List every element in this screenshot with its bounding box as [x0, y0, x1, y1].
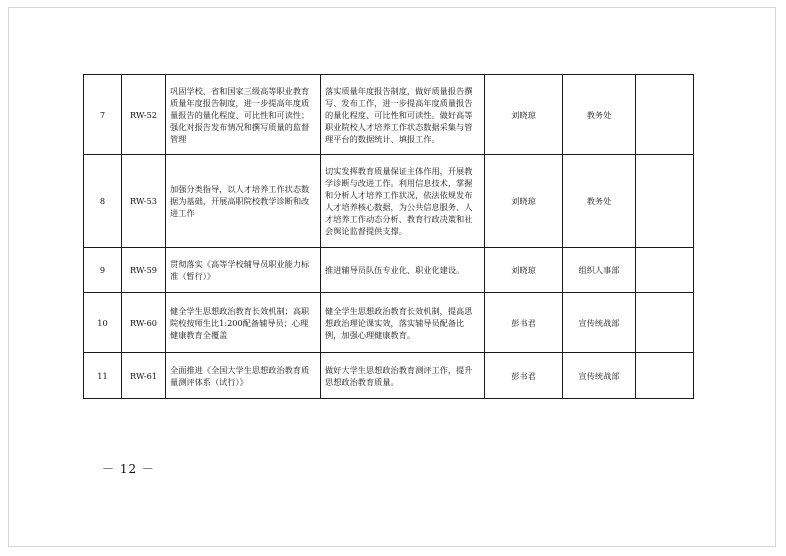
page-number: － 12 －	[102, 462, 155, 476]
responsible-department: 宣传统战部	[563, 353, 636, 399]
row-number: 10	[84, 293, 122, 353]
task-measure: 切实发挥教育质量保证主体作用，开展教学诊断与改进工作。利用信息技术，掌握和分析人才培养工作状况，依法依规发布人才培养核心数据，为公共信息服务、人才培养工作动态分析、教育行政决策和社会舆论监督提供支撑。	[321, 155, 485, 248]
table-row	[84, 155, 694, 248]
remarks-cell	[636, 155, 694, 248]
task-measure: 做好大学生思想政治教育测评工作，提升思想政治教育质量。	[321, 353, 485, 399]
task-description: 全面推进《全国大学生思想政治教育质量测评体系（试行）》	[166, 353, 321, 399]
task-measure: 健全学生思想政治教育长效机制，提高思想政治理论课实效，落实辅导员配备比例，加强心理健康教育。	[321, 293, 485, 353]
responsible-person: 彭书君	[485, 353, 563, 399]
responsible-department: 教务处	[563, 155, 636, 248]
responsible-department: 宣传统战部	[563, 293, 636, 353]
responsible-department: 教务处	[563, 75, 636, 155]
task-table	[83, 74, 694, 399]
responsible-person: 刘晓琼	[485, 248, 563, 293]
row-number: 11	[84, 353, 122, 399]
table-row	[84, 75, 694, 155]
task-code: RW-52	[122, 75, 166, 155]
task-code: RW-53	[122, 155, 166, 248]
task-code: RW-59	[122, 248, 166, 293]
task-description: 贯彻落实《高等学校辅导员职业能力标准（暂行）》	[166, 248, 321, 293]
task-description: 加强分类指导，以人才培养工作状态数据为基础，开展高职院校教学诊断和改进工作	[166, 155, 321, 248]
task-measure: 落实质量年度报告制度，做好质量报告撰写、发布工作，进一步提高年度质量报告的量化程度、可比性和可读性。做好高等职业院校人才培养工作状态数据采集与管理平台的数据统计、填报工作。	[321, 75, 485, 155]
task-description: 健全学生思想政治教育长效机制；高职院校按师生比1:200配备辅导员；心理健康教育全覆盖	[166, 293, 321, 353]
responsible-person: 彭书君	[485, 293, 563, 353]
row-number: 9	[84, 248, 122, 293]
table-row	[84, 353, 694, 399]
remarks-cell	[636, 248, 694, 293]
table-row	[84, 248, 694, 293]
responsible-department: 组织人事部	[563, 248, 636, 293]
responsible-person: 刘晓琼	[485, 155, 563, 248]
remarks-cell	[636, 353, 694, 399]
table-row	[84, 293, 694, 353]
responsible-person: 刘晓琼	[485, 75, 563, 155]
task-measure: 推进辅导员队伍专业化、职业化建设。	[321, 248, 485, 293]
task-code: RW-60	[122, 293, 166, 353]
remarks-cell	[636, 75, 694, 155]
row-number: 7	[84, 75, 122, 155]
task-description: 巩固学校、省和国家三级高等职业教育质量年度报告制度，进一步提高年度质量报告的量化程度、可比性和可读性；强化对报告发布情况和撰写质量的监督管理	[166, 75, 321, 155]
remarks-cell	[636, 293, 694, 353]
task-code: RW-61	[122, 353, 166, 399]
row-number: 8	[84, 155, 122, 248]
